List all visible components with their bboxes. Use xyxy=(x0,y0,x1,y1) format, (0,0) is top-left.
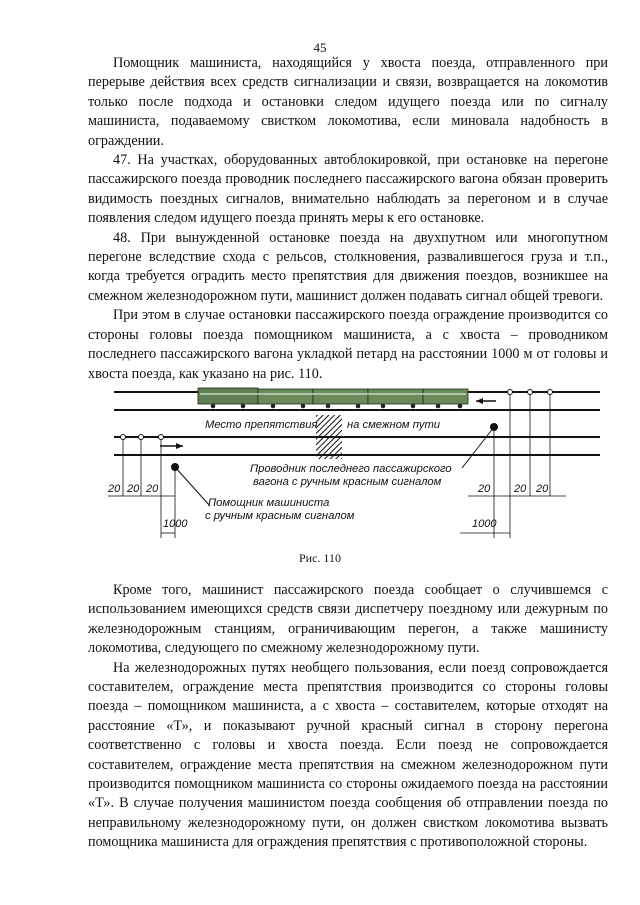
paragraph: На железнодорожных путях необщего пользования, если поезд сопровождается составителем, ограждение места препятствия производится со стороны головы поезда – помощником машиниста, а с хвоста – составителем, которые отходят на расстояние «Т», и показывают ручной красный сигнал в сторону перегона соответственно с головы и хвоста поезда. Если поезд не сопровождается составителем, ограждение места препятствия на смежном железнодорожном пути производится помощником машиниста со стороны ожидаемого поезда на расстоянии «Т». В случае получения машинистом поезда сообщения об отправлении поезда по неправильному железнодорожному пути, он должен свистком локомотива вызвать помощника машиниста для ограждения препятствия с противоположной стороны. xyxy=(88,659,608,851)
track-diagram xyxy=(88,378,608,543)
figure-caption: Рис. 110 xyxy=(299,551,341,565)
paragraph-48: 48. При вынужденной остановке поезда на двухпутном или многопутном перегоне вследствие схода с рельсов, столкновения, развалившегося груза и т.п., когда требуется оградить место препятствия для движения поездов, возникшее на смежном железнодорожном пути, машинист должен подавать сигнал общей тревоги. xyxy=(88,229,608,304)
label-assistant-line1: Помощник машиниста xyxy=(208,497,330,509)
label-assistant-line2: с ручным красным сигналом xyxy=(205,510,355,522)
arrow-right-icon xyxy=(160,443,183,449)
label-conductor-line2: вагона с ручным красным сигналом xyxy=(253,476,442,488)
detonators-right-icon xyxy=(460,390,566,539)
text-block-bottom xyxy=(88,581,608,853)
dim-left-1000: 1000 xyxy=(163,518,188,530)
paragraph: Помощник машиниста, находящийся у хвоста поезда, отправленного при перерыве действия всех средств сигнализации и связи, возвращается на локомотив только после подхода и остановки следом идущего поезда или по сигналу машиниста, подаваемому свистком локомотива, если миновала надобность в ограждении. xyxy=(88,55,608,149)
dim-right-1: 20 xyxy=(478,483,491,495)
paragraph: При этом в случае остановки пассажирского поезда ограждение производится со стороны головы поезда помощником машиниста, а с хвоста – проводником последнего пассажирского вагона укладкой петард на расстоянии 1000 м от головы и хвоста поезда, как указано на рис. 110. xyxy=(88,307,608,382)
dim-left-3: 20 xyxy=(146,483,159,495)
page-number: 45 xyxy=(313,40,327,55)
paragraph: Кроме того, машинист пассажирского поезда сообщает о случившемся с использованием имеющихся средств связи диспетчеру поездному или дежурным по железнодорожным станциям, ограничивающим перегон, а также машинисту локомотива, следующего по смежному железнодорожному пути. xyxy=(88,582,608,657)
dim-right-1000: 1000 xyxy=(472,518,497,530)
text-block-top xyxy=(88,54,608,384)
train-icon xyxy=(198,388,468,408)
label-obstacle-left: Место препятствия xyxy=(205,419,318,431)
dim-left-1: 20 xyxy=(108,483,121,495)
figure-110 xyxy=(88,378,608,543)
dim-left-2: 20 xyxy=(127,483,140,495)
arrow-left-icon xyxy=(476,398,496,404)
obstacle-hatch-icon xyxy=(316,415,342,459)
label-conductor-line1: Проводник последнего пассажирского xyxy=(250,463,452,475)
dim-right-2: 20 xyxy=(514,483,527,495)
dim-right-3: 20 xyxy=(536,483,549,495)
paragraph-47: 47. На участках, оборудованных автоблокировкой, при остановке на перегоне пассажирского поезда проводник последнего пассажирского вагона обязан проверить видимость поездных сигналов, внимательно наблюдать за перегоном и в случае появления следом идущего поезда принять меры к его остановке. xyxy=(88,152,608,227)
label-obstacle-right: на смежном пути xyxy=(347,419,440,431)
